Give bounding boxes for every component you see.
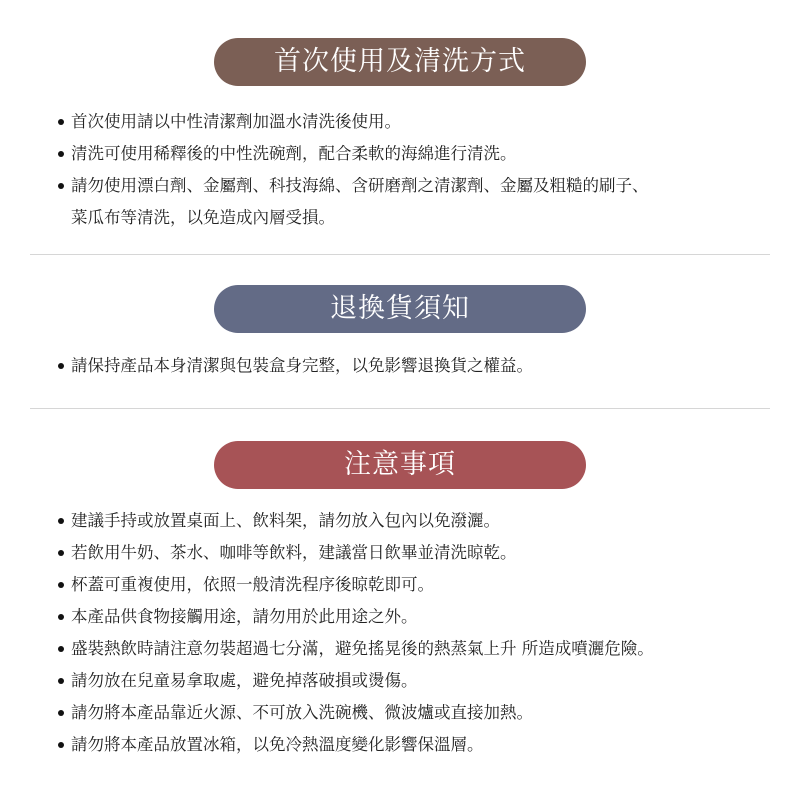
list-item: 請勿放在兒童易拿取處，避免掉落破損或燙傷。 [56, 665, 654, 697]
list-item: 本產品供食物接觸用途，請勿用於此用途之外。 [56, 601, 654, 633]
returns-section-title: 退換貨須知 [214, 285, 586, 333]
list-item: 若飲用牛奶、茶水、咖啡等飲料，建議當日飲畢並清洗晾乾。 [56, 537, 654, 569]
list-item: 請勿將本產品放置冰箱，以免冷熱溫度變化影響保溫層。 [56, 729, 654, 761]
notice-section-title: 注意事項 [214, 441, 586, 489]
usage-list [56, 106, 649, 234]
list-item: 首次使用請以中性清潔劑加溫水清洗後使用。 [56, 106, 649, 138]
list-item: 建議手持或放置桌面上、飲料架，請勿放入包內以免潑灑。 [56, 505, 654, 537]
section-divider [30, 254, 770, 255]
list-item [56, 170, 649, 234]
notice-list [56, 505, 654, 761]
list-item-line: 請勿使用漂白劑、金屬劑、科技海綿、含研磨劑之清潔劑、金屬及粗糙的刷子、 [71, 176, 649, 195]
usage-section-title: 首次使用及清洗方式 [214, 38, 586, 86]
list-item: 清洗可使用稀釋後的中性洗碗劑，配合柔軟的海綿進行清洗。 [56, 138, 649, 170]
list-item-line: 菜瓜布等清洗，以免造成內層受損。 [71, 208, 335, 227]
list-item: 盛裝熱飲時請注意勿裝超過七分滿，避免搖晃後的熱蒸氣上升 所造成噴灑危險。 [56, 633, 654, 665]
list-item: 請保持產品本身清潔與包裝盒身完整，以免影響退換貨之權益。 [56, 350, 533, 382]
list-item: 杯蓋可重複使用，依照一般清洗程序後晾乾即可。 [56, 569, 654, 601]
list-item: 請勿將本產品靠近火源、不可放入洗碗機、微波爐或直接加熱。 [56, 697, 654, 729]
section-divider [30, 408, 770, 409]
returns-list [56, 350, 533, 382]
